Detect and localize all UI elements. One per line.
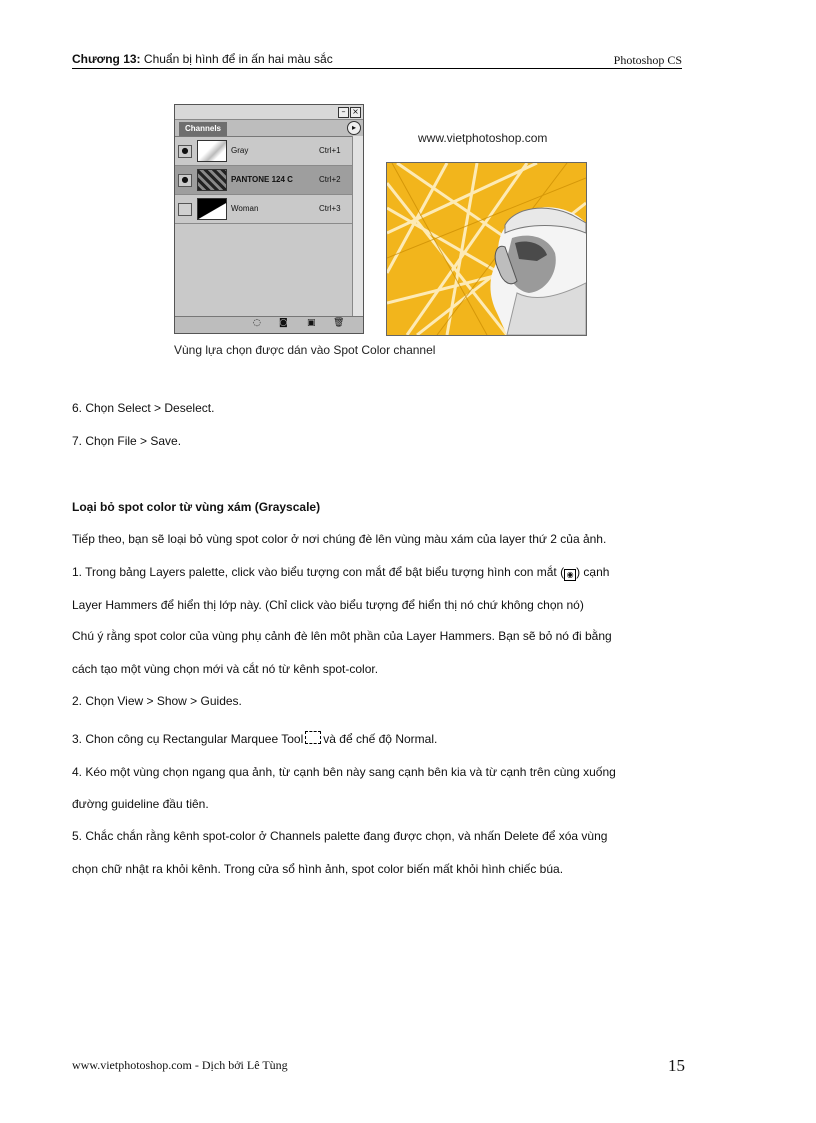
channel-thumbnail [197,169,227,191]
marquee-tool-icon [305,731,321,744]
palette-titlebar [175,105,363,120]
trash-icon: 🗑 [333,318,345,328]
figure-caption: Vùng lựa chọn được dán vào Spot Color channel [174,343,436,357]
step-3 [72,731,437,747]
step-4: 4. Kéo một vùng chọn ngang qua ảnh, từ cạnh bên này sang cạnh bên kia và từ cạnh trên cùng xuống [72,765,616,779]
chapter-title: Chương 13: Chuẩn bị hình để in ấn hai màu sắc [72,52,333,66]
app-name: Photoshop CS [613,53,682,67]
step-5-cont: chọn chữ nhật ra khỏi kênh. Trong cửa sổ hình ảnh, spot color biến mất khỏi hình chiếc búa. [72,862,564,876]
channel-shortcut: Ctrl+2 [319,175,341,184]
step-4-cont: đường guideline đầu tiên. [72,797,209,811]
step-3-text-end: và để chế độ Normal. [323,732,438,746]
channel-row [175,195,363,224]
palette-scrollbar [352,136,363,316]
watermark-url: www.vietphotoshop.com [418,131,548,145]
palette-tabrow [175,120,363,137]
minimize-icon: – [338,107,349,118]
step-1 [72,564,609,581]
palette-bottom-bar [175,316,363,333]
note-line-2: cách tạo một vùng chọn mới và cắt nó từ kênh spot-color. [72,662,379,676]
channel-shortcut: Ctrl+3 [319,204,341,213]
channels-palette [174,104,364,334]
step-3-text: 3. Chon công cụ Rectangular Marquee Tool [72,732,304,746]
close-icon: × [350,107,361,118]
step-5: 5. Chắc chắn rằng kênh spot-color ở Channels palette đang được chọn, và nhấn Delete để xóa vùng [72,829,608,843]
spot-color-photo [386,162,587,336]
channel-row [175,166,363,195]
new-channel-icon: ▣ [307,318,316,328]
channel-thumbnail [197,198,227,220]
eye-icon: ◉ [564,569,576,581]
step-7: 7. Chọn File > Save. [72,434,182,448]
note-line-1: Chú ý rằng spot color của vùng phụ cảnh đè lên môt phần của Layer Hammers. Bạn sẽ bỏ nó đi bằng [72,629,612,643]
eye-icon: ● [178,174,192,187]
channel-row [175,137,363,166]
channel-shortcut: Ctrl+1 [319,146,341,155]
step-6: 6. Chọn Select > Deselect. [72,401,215,415]
step-1-text-end: ) cạnh [576,565,610,579]
section-heading: Loại bỏ spot color từ vùng xám (Grayscale) [72,500,321,514]
save-selection-icon: ◙ [279,318,288,328]
channel-name: PANTONE 124 C [231,175,293,184]
page-header [72,52,682,69]
step-2: 2. Chọn View > Show > Guides. [72,694,242,708]
load-selection-icon: ◌ [253,318,261,328]
channel-name: Woman [231,204,259,213]
channel-thumbnail [197,140,227,162]
eye-icon: ● [178,145,192,158]
step-1-text: 1. Trong bảng Layers palette, click vào biểu tượng con mắt để bật biểu tượng hình con mắt ( [72,565,565,579]
palette-menu-icon: ▸ [347,121,361,135]
page-number: 15 [668,1056,685,1075]
channels-tab: Channels [179,122,227,136]
step-1-cont: Layer Hammers để hiển thị lớp này. (Chỉ click vào biểu tượng để hiển thị nó chứ không chọn nó) [72,598,584,612]
footer-credit: www.vietphotoshop.com - Dịch bởi Lê Tùng [72,1058,288,1072]
photo-illustration [387,163,586,335]
section-intro: Tiếp theo, bạn sẽ loại bỏ vùng spot color ở nơi chúng đè lên vùng màu xám của layer thứ 2 của ảnh. [72,532,607,546]
eye-off-icon [178,203,192,216]
channel-name: Gray [231,146,249,155]
